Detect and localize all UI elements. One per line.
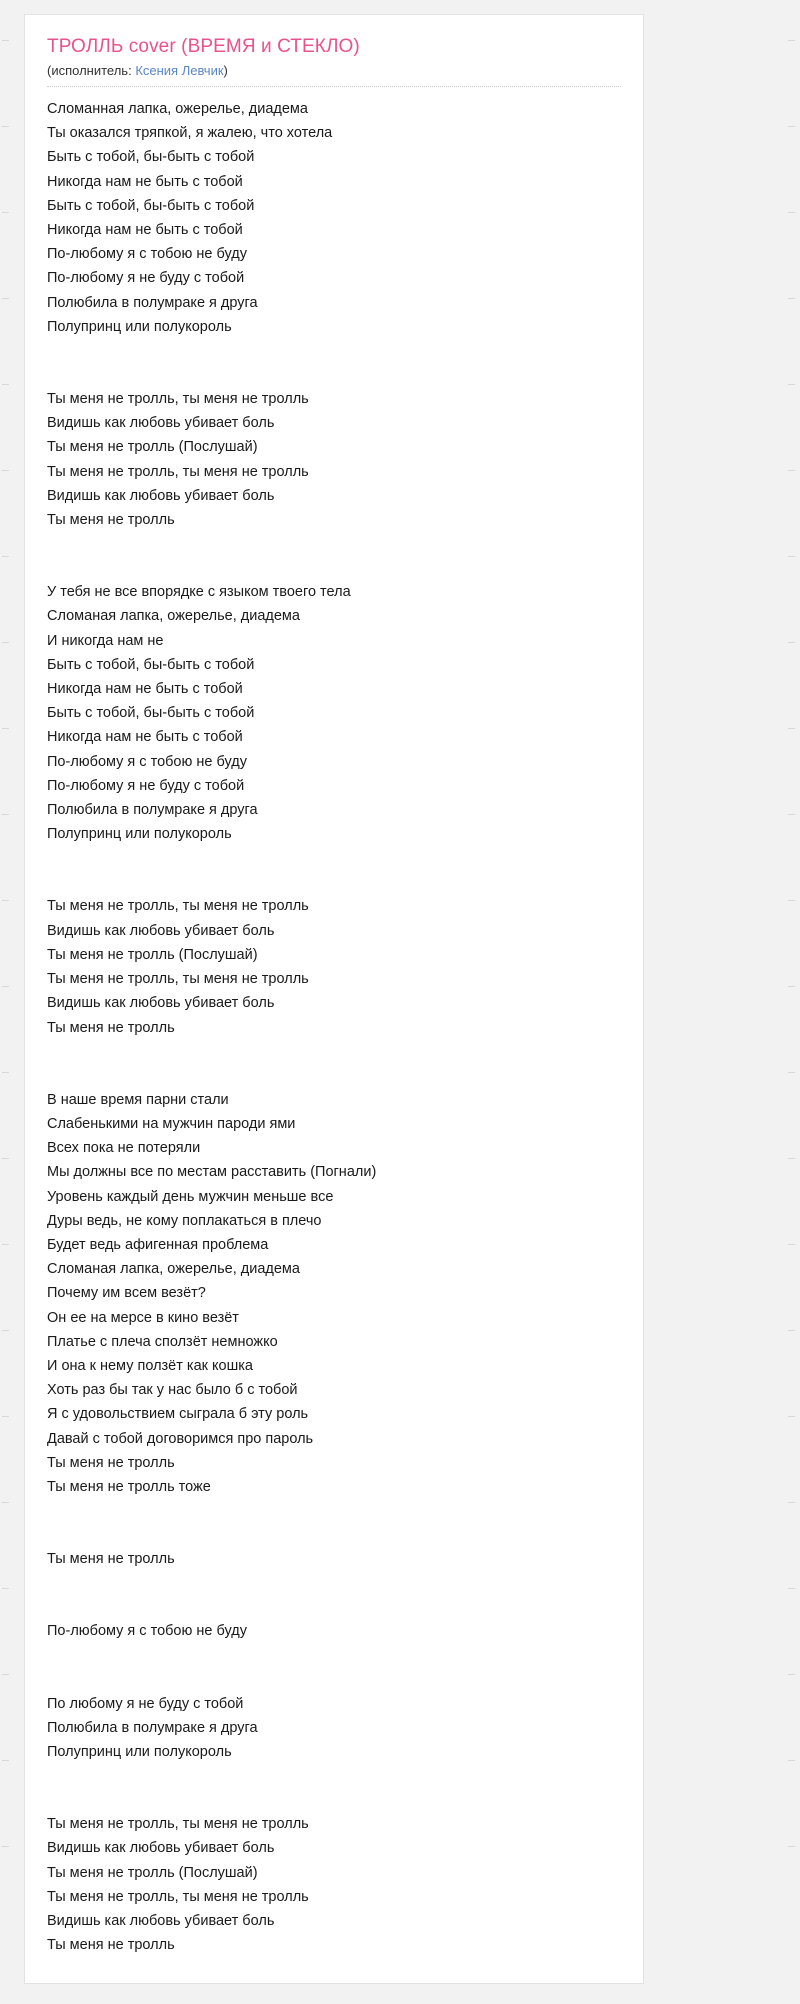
lyrics-blank-line [47,1523,621,1547]
edge-tick [2,642,9,643]
edge-tick [788,1244,795,1245]
edge-tick [788,1760,795,1761]
lyrics-blank-line [47,339,621,363]
edge-tick [2,1502,9,1503]
lyrics-line: В наше время парни стали [47,1091,229,1108]
lyrics-blank-line [47,846,621,870]
lyrics-line: Ты меня не тролль [47,512,175,529]
lyrics-line: Полюбила в полумраке я друга [47,294,258,311]
lyrics-line: Сломаная лапка, ожерелье, диадема [47,1261,300,1278]
performer-label: (исполнитель: [47,63,132,78]
lyrics-blank-line [47,532,621,556]
edge-tick [2,728,9,729]
lyrics-line: Всех пока не потеряли [47,1140,201,1157]
edge-tick [2,212,9,213]
edge-tick [2,556,9,557]
lyrics-blank-line [47,1764,621,1788]
edge-tick [2,1244,9,1245]
lyrics-line: Быть с тобой, бы-быть с тобой [47,705,255,722]
lyrics-line: Хоть раз бы так у нас было б с тобой [47,1382,298,1399]
edge-tick [2,1416,9,1417]
lyrics-line: Ты меня не тролль, ты меня не тролль [47,1888,309,1905]
lyrics-blank-line [47,1668,621,1692]
edge-tick [788,1588,795,1589]
edge-tick [2,1330,9,1331]
lyrics-line: Полюбила в полумраке я друга [47,802,258,819]
lyrics-blank-line [47,1040,621,1064]
lyrics-line: Мы должны все по местам расставить (Погнали) [47,1164,377,1181]
lyrics-blank-line [47,1788,621,1812]
edge-tick [2,1158,9,1159]
edge-tick [788,1072,795,1073]
edge-tick [2,1760,9,1761]
edge-tick [2,1588,9,1589]
lyrics-line: Дуры ведь, не кому поплакаться в плечо [47,1212,322,1229]
lyrics-blank-line [47,1064,621,1088]
edge-tick [2,986,9,987]
edge-tick [788,126,795,127]
lyrics-line: Платье с плеча сползёт немножко [47,1333,278,1350]
lyrics-line: Ты меня не тролль, ты меня не тролль [47,391,309,408]
lyrics-card [24,14,644,1984]
lyrics-line: Сломанная лапка, ожерелье, диадема [47,101,308,117]
lyrics-line: Никогда нам не быть с тобой [47,173,243,190]
lyrics-line: Видишь как любовь убивает боль [47,1912,275,1929]
lyrics-line: Слабенькими на мужчин пароди ями [47,1115,296,1132]
lyrics-line: Ты оказался тряпкой, я жалею, что хотела [47,125,333,142]
lyrics-line: Сломаная лапка, ожерелье, диадема [47,608,300,625]
lyrics-line: Быть с тобой, бы-быть с тобой [47,197,255,214]
lyrics-line: Видишь как любовь убивает боль [47,1840,275,1857]
lyrics-line: Ты меня не тролль, ты меня не тролль [47,971,309,988]
edge-tick [788,470,795,471]
lyrics-line: Полупринц или полукороль [47,1743,232,1760]
lyrics-line: Быть с тобой, бы-быть с тобой [47,149,255,166]
edge-tick [2,900,9,901]
lyrics-line: Давай с тобой договоримся про пароль [47,1430,314,1447]
edge-tick [2,1072,9,1073]
lyrics-line: Ты меня не тролль (Послушай) [47,946,258,963]
edge-tick [788,900,795,901]
lyrics-line: Будет ведь афигенная проблема [47,1236,269,1253]
edge-tick [788,814,795,815]
page-title: ТРОЛЛЬ cover (ВРЕМЯ и СТЕКЛО) [47,36,360,57]
lyrics-line: Видишь как любовь убивает боль [47,995,275,1012]
lyrics-line: По-любому я с тобою не буду [47,246,247,263]
edge-tick [2,298,9,299]
edge-tick [2,814,9,815]
edge-tick [788,212,795,213]
lyrics-line: Ты меня не тролль, ты меня не тролль [47,1816,309,1833]
lyrics-blank-line [47,870,621,894]
edge-tick [788,298,795,299]
edge-tick [788,728,795,729]
lyrics-blank-line [47,1644,621,1668]
lyrics-line: По-любому я не буду с тобой [47,777,245,794]
performer-line [47,63,621,87]
lyrics-blank-line [47,556,621,580]
lyrics-line: Уровень каждый день мужчин меньше все [47,1188,334,1205]
lyrics-line: Он ее на мерсе в кино везёт [47,1309,239,1326]
lyrics-line: Ты меня не тролль [47,1937,175,1954]
lyrics-line: Ты меня не тролль тоже [47,1478,211,1495]
lyrics-line: И никогда нам не [47,632,164,649]
lyrics-line: Ты меня не тролль (Послушай) [47,439,258,456]
lyrics-body [47,97,621,1957]
lyrics-line: Видишь как любовь убивает боль [47,487,275,504]
lyrics-line: Полюбила в полумраке я друга [47,1719,258,1736]
edge-tick [2,470,9,471]
edge-tick [788,556,795,557]
lyrics-line: Никогда нам не быть с тобой [47,729,243,746]
lyrics-line: Полупринц или полукороль [47,318,232,335]
edge-tick [2,1674,9,1675]
edge-tick [788,1158,795,1159]
lyrics-line: По любому я не буду с тобой [47,1695,244,1712]
edge-tick [788,642,795,643]
lyrics-blank-line [47,363,621,387]
lyrics-line: Видишь как любовь убивает боль [47,415,275,432]
edge-tick [2,384,9,385]
lyrics-line: Никогда нам не быть с тобой [47,222,243,239]
lyrics-line: Почему им всем везёт? [47,1285,206,1302]
edge-tick [2,40,9,41]
lyrics-line: У тебя не все впорядке с языком твоего тела [47,584,351,601]
lyrics-line: Полупринц или полукороль [47,826,232,843]
lyrics-line: И она к нему ползёт как кошка [47,1357,253,1374]
lyrics-line: Видишь как любовь убивает боль [47,922,275,939]
lyrics-line: Ты меня не тролль [47,1019,175,1036]
lyrics-line: Ты меня не тролль, ты меня не тролль [47,463,309,480]
performer-link[interactable]: Ксения Левчик [135,63,224,78]
edge-tick [788,40,795,41]
left-edge-marks [2,0,12,2004]
performer-close-paren: ) [223,63,228,78]
right-edge-marks [788,0,798,2004]
lyrics-line: По-любому я не буду с тобой [47,270,245,287]
lyrics-line: Ты меня не тролль [47,1454,175,1471]
lyrics-blank-line [47,1499,621,1523]
edge-tick [788,1502,795,1503]
lyrics-blank-line [47,1571,621,1595]
lyrics-line: По-любому я с тобою не буду [47,1623,247,1640]
lyrics-line: Ты меня не тролль [47,1551,175,1568]
edge-tick [2,1846,9,1847]
edge-tick [788,1330,795,1331]
lyrics-line: Ты меня не тролль, ты меня не тролль [47,898,309,915]
lyrics-blank-line [47,1595,621,1619]
edge-tick [2,126,9,127]
lyrics-line: Никогда нам не быть с тобой [47,681,243,698]
lyrics-line: Быть с тобой, бы-быть с тобой [47,656,255,673]
lyrics-line: Ты меня не тролль (Послушай) [47,1864,258,1881]
lyrics-line: По-любому я с тобою не буду [47,753,247,770]
edge-tick [788,1416,795,1417]
edge-tick [788,986,795,987]
lyrics-line: Я с удовольствием сыграла б эту роль [47,1406,309,1423]
edge-tick [788,384,795,385]
edge-tick [788,1674,795,1675]
edge-tick [788,1846,795,1847]
